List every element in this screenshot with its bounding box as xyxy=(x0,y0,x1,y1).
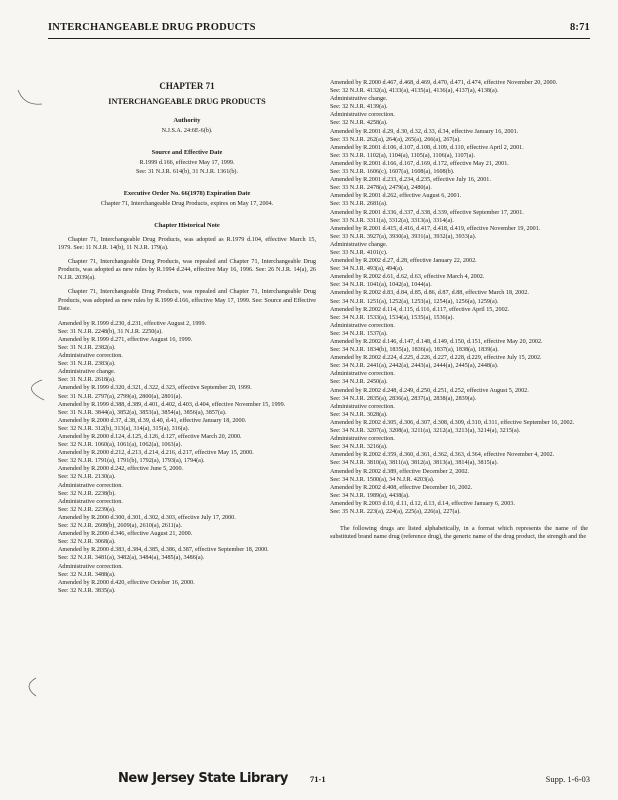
amendment-entry: Administrative correction. xyxy=(58,563,123,570)
amendment-entry: See: 31 N.J.R. 2383(a). xyxy=(58,361,116,368)
amendment-entry: Amended by R.2002 d.359, d.360, d.361, d.362, d.363, d.364, effective November 4, 2002. xyxy=(330,452,555,459)
amendment-entry: Amended by R.2000 d.212, d.213, d.214, d.216, d.217, effective May 15, 2000. xyxy=(58,450,254,457)
amendment-entry: See: 31 N.J.R. 2382(a). xyxy=(58,344,116,351)
amendment-entry: See: 34 N.J.R. 1500(a), 34 N.J.R. 4203(a). xyxy=(330,476,435,483)
drug-list-intro: The following drugs are listed alphabetically, in a format which represents the name of the substituted brand name drug (reference drug), the generic name of the drug product, the strength and the xyxy=(330,526,588,541)
amendment-entry: See: 32 N.J.R. 4258(a). xyxy=(330,120,388,127)
amendment-entry: See: 34 N.J.R. 2835(a), 2836(a), 2837(a), 2838(a), 2839(a). xyxy=(330,395,477,402)
amendment-entry: Administrative change. xyxy=(330,241,388,248)
amendment-entry: Amended by R.1999 d.271, effective August 16, 1999. xyxy=(58,336,193,343)
amendment-entry: Amended by R.2000 d.346, effective August 21, 2000. xyxy=(58,531,193,538)
amendment-entry: See: 31 N.J.R. 2618(a). xyxy=(58,377,116,384)
amendment-entry: Amended by R.2002 d.83, d.84, d.85, d.86, d.87, d.88, effective March 18, 2002. xyxy=(330,290,529,297)
amendment-entry: Amended by R.2001 d.262, effective August 6, 2001. xyxy=(330,193,462,200)
amendment-entry: Amended by R.2000 d.124, d.125, d.126, d.127, effective March 20, 2000. xyxy=(58,434,242,440)
amendment-entry: Amended by R.1999 d.388, d.389, d.401, d.402, d.403, d.404, effective November 15, 1999. xyxy=(58,401,286,408)
authority-text: N.J.S.A. 24:6E-6(b). xyxy=(161,128,213,135)
amendment-entry: See: 33 N.J.R. 1606(c), 1607(a), 1608(a), 1608(b). xyxy=(330,169,455,176)
amendment-entry: See: 34 N.J.R. 1834(b), 1835(a), 1836(a), 1837(a), 1838(a), 1839(a). xyxy=(330,347,499,354)
amendment-entry: Amended by R.1999 d.230, d.231, effective August 2, 1999. xyxy=(58,320,207,327)
historical-note-paragraph: Chapter 71, Interchangeable Drug Products, was repealed and Chapter 71, Interchangeable Drug Products, was adopted as new rules by R.1994 d.244, effective May 16, 1996. See: 26 N.J.R. 14(a), 26 N.J.R. 2039(a). xyxy=(58,259,316,282)
amendment-entry: Administrative correction. xyxy=(330,371,395,378)
amendment-entry: See: 34 N.J.R. 2441(a), 2442(a), 2443(a), 2444(a), 2445(a), 2448(a). xyxy=(330,363,499,370)
left-column xyxy=(58,78,316,595)
source-heading: Source and Effective Date xyxy=(151,149,223,157)
amendment-entry: See: 34 N.J.R. 1989(a), 4438(a). xyxy=(330,492,410,499)
amendment-entry: See: 32 N.J.R. 2238(b). xyxy=(58,490,116,497)
amendment-entry: See: 34 N.J.R. 493(a), 494(a). xyxy=(330,266,404,273)
amendment-entry: See: 33 N.J.R. 3311(a), 3312(a), 3313(a), 3314(a). xyxy=(330,217,454,224)
amendment-list xyxy=(330,79,588,516)
source-text-2: See: 31 N.J.R. 614(b), 31 N.J.R. 1361(b). xyxy=(136,168,238,175)
amendment-entry: Amended by R.2003 d.10, d.11, d.12, d.13, d.14, effective January 6, 2003. xyxy=(330,500,515,507)
right-column xyxy=(330,79,588,541)
amendment-entry: Amended by R.2002 d.224, d.225, d.226, d.227, d.228, d.229, effective July 15, 2002. xyxy=(330,355,542,362)
amendment-entry: Amended by R.2002 d.146, d.147, d.148, d.149, d.150, d.151, effective May 20, 2002. xyxy=(330,339,543,345)
amendment-entry: Administrative correction. xyxy=(330,322,395,329)
amendment-entry: See: 31 N.J.R. 2248(b), 31 N.J.R. 2250(a). xyxy=(58,328,163,335)
amendment-entry: Amended by R.2000 d.383, d.384, d.385, d.386, d.387, effective September 18, 2000. xyxy=(58,547,269,554)
amendment-entry: Amended by R.2001 d.233, d.234, d.235, effective July 16, 2001. xyxy=(330,177,491,184)
hole-punch-mark xyxy=(14,378,48,402)
amendment-entry: See: 34 N.J.R. 1533(a), 1534(a), 1535(a), 1536(a). xyxy=(330,314,454,321)
amendment-entry: Amended by R.2000 d.467, d.468, d.469, d.470, d.471, d.474, effective November 20, 2000. xyxy=(330,80,558,86)
amendment-entry: See: 32 N.J.R. 312(b), 313(a), 314(a), 315(a), 316(a). xyxy=(58,425,190,432)
amendment-entry: See: 31 N.J.R. 3844(a), 3852(a), 3853(a), 3854(a), 3856(a), 3857(a). xyxy=(58,409,227,416)
running-header xyxy=(48,22,590,39)
amendment-entry: Administrative correction. xyxy=(58,498,123,505)
amendment-entry: See: 33 N.J.R. 3927(a), 3930(a), 3931(a), 3932(a), 3933(a). xyxy=(330,233,477,240)
amendment-entry: See: 32 N.J.R. 2239(a). xyxy=(58,506,116,513)
amendment-entry: Amended by R.2002 d.248, d.249, d.250, d.251, d.252, effective August 5, 2002. xyxy=(330,387,529,394)
executive-order-text: Chapter 71, Interchangeable Drug Products, expires on May 17, 2004. xyxy=(100,200,274,207)
amendment-entry: See: 31 N.J.R. 2797(a), 2799(a), 2800(a), 2801(a). xyxy=(58,393,182,400)
amendment-entry: Administrative correction. xyxy=(330,112,395,119)
amendment-entry: Amended by R.2002 d.305, d.306, d.307, d.308, d.309, d.310, d.311, effective September 16, 2002. xyxy=(330,419,575,426)
chapter-number: CHAPTER 71 xyxy=(159,81,215,91)
authority-heading: Authority xyxy=(173,117,201,125)
amendment-entry: See: 32 N.J.R. 4132(a), 4133(a), 4135(a), 4136(a), 4137(a), 4138(a). xyxy=(330,88,499,95)
page-footer xyxy=(48,771,590,791)
amendment-entry: See: 34 N.J.R. 1041(a), 1042(a), 1044(a). xyxy=(330,282,432,289)
amendment-entry: See: 33 N.J.R. 262(a), 264(a), 265(a), 266(a), 267(a). xyxy=(330,136,461,143)
amendment-entry: Amended by R.2001 d.106, d.107, d.108, d.109, d.110, effective April 2, 2001. xyxy=(330,144,524,151)
amendment-entry: See: 32 N.J.R. 3068(a). xyxy=(58,539,116,546)
amendment-entry: Administrative correction. xyxy=(330,436,395,443)
amendment-entry: Administrative correction. xyxy=(330,403,395,410)
amendment-entry: See: 34 N.J.R. 3028(a). xyxy=(330,411,388,418)
amendment-entry: Amended by R.2002 d.61, d.62, d.63, effective March 4, 2002. xyxy=(330,274,485,281)
amendment-entry: See: 33 N.J.R. 1102(a), 1104(a), 1105(a), 1106(a), 1107(a). xyxy=(330,152,476,159)
amendment-entry: Amended by R.2000 d.420, effective October 16, 2000. xyxy=(58,579,195,586)
amendment-entry: Amended by R.2002 d.114, d.115, d.116, d.117, effective April 15, 2002. xyxy=(330,306,510,313)
amendment-entry: Amended by R.2000 d.242, effective June 5, 2000. xyxy=(58,466,184,473)
amendment-entry: Amended by R.2002 d.389, effective December 2, 2002. xyxy=(330,468,470,475)
source-text-1: R.1999 d.166, effective May 17, 1999. xyxy=(139,160,235,167)
amendment-entry: Amended by R.2002 d.408, effective December 16, 2002. xyxy=(330,484,473,491)
supplement-date: Supp. 1-6-03 xyxy=(545,774,590,784)
page-number: 71-1 xyxy=(310,774,326,784)
amendment-entry: See: 32 N.J.R. 3488(a). xyxy=(58,571,116,578)
hole-punch-mark xyxy=(14,86,48,110)
amendment-entry: Administrative change. xyxy=(330,96,388,103)
amendment-entry: Amended by R.2000 d.37, d.38, d.39, d.40, d.41, effective January 18, 2000. xyxy=(58,417,247,424)
amendment-entry: See: 34 N.J.R. 1537(a). xyxy=(330,330,388,337)
amendment-entry: See: 34 N.J.R. 2450(a). xyxy=(330,379,388,386)
amendment-entry: See: 34 N.J.R. 3810(a), 3811(a), 3812(a), 3813(a), 3814(a), 3815(a). xyxy=(330,460,499,467)
amendment-entry: Amended by R.2002 d.27, d.28, effective January 22, 2002. xyxy=(330,258,477,265)
amendment-entry: See: 32 N.J.R. 4139(a). xyxy=(330,104,388,111)
amendment-entry: See: 32 N.J.R. 2130(a). xyxy=(58,474,116,481)
header-title: INTERCHANGEABLE DRUG PRODUCTS xyxy=(48,22,256,33)
historical-note-paragraph: Chapter 71, Interchangeable Drug Products, was repealed and Chapter 71, Interchangeable Drug Products, was adopted as new rules by R.1999 d.166, effective May 17, 1999. See: Source and Effective Date. xyxy=(58,289,316,312)
amendment-entry: See: 33 N.J.R. 2478(a), 2479(a), 2480(a). xyxy=(330,185,432,192)
amendment-entry: See: 32 N.J.R. 1791(a), 1791(b), 1792(a), 1793(a), 1794(a). xyxy=(58,458,205,465)
amendment-entry: See: 34 N.J.R. 3216(a). xyxy=(330,444,388,451)
historical-note-paragraph: Chapter 71, Interchangeable Drug Products, was adopted as R.1979 d.104, effective March 15, 1979. See: 11 N.J.R. 14(b), 11 N.J.R. 179(a). xyxy=(58,236,316,252)
amendment-entry: See: 34 N.J.R. 3207(a), 3208(a), 3211(a), 3212(a), 3213(a), 3214(a), 3215(a). xyxy=(330,428,521,435)
amendment-entry: Administrative change. xyxy=(58,369,116,376)
amendment-entry: Amended by R.1999 d.320, d.321, d.322, d.323, effective September 20, 1999. xyxy=(58,385,252,392)
amendment-entry: See: 33 N.J.R. 4101(c). xyxy=(330,249,388,256)
hole-punch-mark xyxy=(14,676,48,700)
amendment-entry: See: 33 N.J.R. 2681(a). xyxy=(330,201,388,208)
library-stamp: New Jersey State Library xyxy=(118,771,288,786)
historical-note-heading: Chapter Historical Note xyxy=(154,221,220,229)
amendment-entry: Amended by R.2001 d.336, d.337, d.338, d.339, effective September 17, 2001. xyxy=(330,209,524,216)
amendment-entry: See: 32 N.J.R. 3835(a). xyxy=(58,587,116,594)
amendment-entry: See: 35 N.J.R. 223(a), 224(a), 225(a), 226(a), 227(a). xyxy=(330,508,461,515)
amendment-entry: Administrative correction. xyxy=(58,482,123,489)
chapter-title: INTERCHANGEABLE DRUG PRODUCTS xyxy=(108,97,266,107)
amendment-entry: Amended by R.2001 d.415, d.416, d.417, d.418, d.419, effective November 19, 2001. xyxy=(330,225,541,232)
amendment-entry: See: 32 N.J.R. 1060(a), 1061(a), 1062(a), 1063(a). xyxy=(58,442,182,449)
executive-order-heading: Executive Order No. 66(1978) Expiration Date xyxy=(123,189,251,197)
amendment-entry: Amended by R.2001 d.166, d.167, d.169, d.172, effective May 21, 2001. xyxy=(330,160,509,167)
amendment-entry: See: 32 N.J.R. 2608(b), 2609(a), 2610(a), 2611(a). xyxy=(58,523,183,530)
amendment-entry: Administrative correction. xyxy=(58,353,123,360)
amendment-entry: Amended by R.2001 d.29, d.30, d.32, d.33, d.34, effective January 16, 2001. xyxy=(330,128,519,135)
amendment-entry: Amended by R.2000 d.300, d.301, d.302, d.303, effective July 17, 2000. xyxy=(58,514,236,521)
amendment-list xyxy=(58,320,316,595)
header-section-number: 8:71 xyxy=(569,22,590,33)
amendment-entry: See: 32 N.J.R. 3481(a), 3482(a), 3484(a), 3485(a), 3486(a). xyxy=(58,555,205,562)
amendment-entry: See: 34 N.J.R. 1251(a), 1252(a), 1253(a), 1254(a), 1256(a), 1259(a). xyxy=(330,298,499,305)
